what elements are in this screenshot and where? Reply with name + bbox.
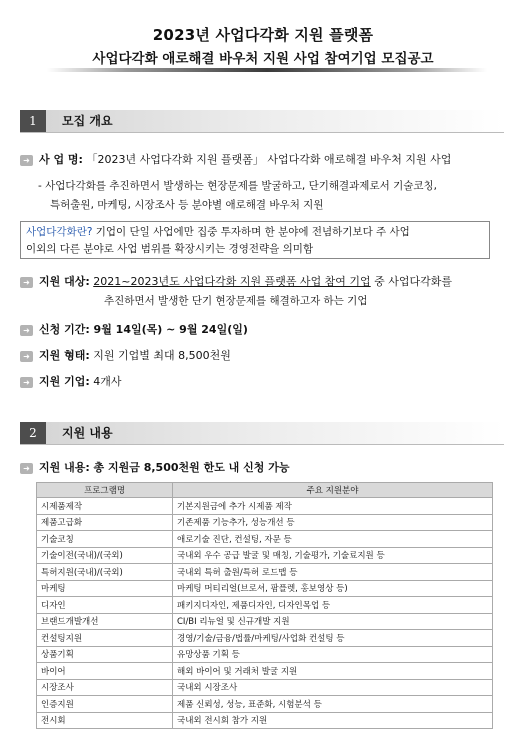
arrow-icon: ➜ xyxy=(20,463,33,474)
table-row xyxy=(37,514,493,531)
section-number: 2 xyxy=(20,422,46,444)
business-name-line: ➜ 사 업 명: 「2023년 사업다각화 지원 플랫폼」 사업다각화 애로해결 바우처 지원 사업 xyxy=(20,151,451,167)
program-name-cell: 디자인 xyxy=(37,597,173,614)
period-line: ➜ 신청 기간: 9월 14일(목) ~ 9월 24일(일) xyxy=(20,321,248,337)
support-summary-line: ➜ 지원 내용: 총 지원금 8,500천원 한도 내 신청 가능 xyxy=(20,459,289,475)
program-name-cell: 바이어 xyxy=(37,663,173,680)
support-area-cell: 경영/기술/금융/법률/마케팅/사업화 컨설팅 등 xyxy=(173,630,493,647)
table-row xyxy=(37,663,493,680)
section-heading-support xyxy=(20,422,504,444)
program-name-cell: 브랜드개발개선 xyxy=(37,613,173,630)
target-line-continuation: 추진하면서 발생한 단기 현장문제를 해결하고자 하는 기업 xyxy=(104,295,368,307)
program-name-cell: 기술이전(국내)/(국외) xyxy=(37,547,173,564)
target-highlight: 2021~2023년도 사업다각화 지원 플랫폼 사업 참여 기업 xyxy=(93,275,371,288)
program-name-cell: 전시회 xyxy=(37,712,173,729)
table-header-row xyxy=(37,483,493,498)
table-row xyxy=(37,712,493,729)
section-label: 지원 내용 xyxy=(62,426,113,440)
program-name-cell: 시제품제작 xyxy=(37,498,173,515)
program-name-cell: 기술코칭 xyxy=(37,531,173,548)
table-row xyxy=(37,646,493,663)
table-row xyxy=(37,580,493,597)
support-area-cell: 국내외 특허 출원/특허 로드맵 등 xyxy=(173,564,493,581)
page-subtitle: 사업다각화 애로해결 바우처 지원 사업 참여기업 모집공고 xyxy=(92,51,434,67)
support-area-cell: 국내외 시장조사 xyxy=(173,679,493,696)
title-divider xyxy=(47,68,487,72)
table-header-cell: 프로그램명 xyxy=(37,483,173,498)
support-area-cell: 마케팅 머티리얼(브로셔, 팜플렛, 홍보영상 등) xyxy=(173,580,493,597)
table-row xyxy=(37,630,493,647)
program-name-cell: 마케팅 xyxy=(37,580,173,597)
count-line: ➜ 지원 기업: 4개사 xyxy=(20,373,121,389)
support-area-cell: 국내외 전시회 참가 지원 xyxy=(173,712,493,729)
arrow-icon: ➜ xyxy=(20,155,33,166)
description-line: - 사업다각화를 추진하면서 발생하는 현장문제를 발굴하고, 단기해결과제로서 기술코칭, xyxy=(38,180,437,192)
support-area-cell: 제품 신뢰성, 성능, 표준화, 시험분석 등 xyxy=(173,696,493,713)
support-area-cell: 패키지디자인, 제품디자인, 디자인목업 등 xyxy=(173,597,493,614)
support-table xyxy=(36,482,493,729)
table-header-cell: 주요 지원분야 xyxy=(173,483,493,498)
table-row xyxy=(37,531,493,548)
table-row xyxy=(37,679,493,696)
arrow-icon: ➜ xyxy=(20,351,33,362)
form-line: ➜ 지원 형태: 지원 기업별 최대 8,500천원 xyxy=(20,347,231,363)
table-row xyxy=(37,613,493,630)
table-row xyxy=(37,547,493,564)
definition-box: 사업다각화란? 기업이 단일 사업에만 집중 투자하며 한 분야에 전념하기보다 주 사업 이외의 다른 분야로 사업 범위를 확장시키는 경영전략을 의미함 xyxy=(20,221,490,259)
arrow-icon: ➜ xyxy=(20,325,33,336)
section-heading-overview xyxy=(20,110,504,132)
support-area-cell: 애로기술 진단, 컨설팅, 자문 등 xyxy=(173,531,493,548)
support-area-cell: 해외 바이어 및 거래처 발굴 지원 xyxy=(173,663,493,680)
support-area-cell: 기본지원금에 추가 시제품 제작 xyxy=(173,498,493,515)
support-area-cell: 국내외 우수 공급 발굴 및 매칭, 기술평가, 기술료지원 등 xyxy=(173,547,493,564)
program-name-cell: 특허지원(국내)/(국외) xyxy=(37,564,173,581)
section-number: 1 xyxy=(20,110,46,132)
program-name-cell: 컨설팅지원 xyxy=(37,630,173,647)
arrow-icon: ➜ xyxy=(20,277,33,288)
support-area-cell: 유망상품 기획 등 xyxy=(173,646,493,663)
program-name-cell: 제품고급화 xyxy=(37,514,173,531)
page-title: 2023년 사업다각화 지원 플랫폼 xyxy=(152,26,374,44)
support-area-cell: 기존제품 기능추가, 성능개선 등 xyxy=(173,514,493,531)
support-area-cell: CI/BI 리뉴얼 및 신규개발 지원 xyxy=(173,613,493,630)
target-line: ➜ 지원 대상: 2021~2023년도 사업다각화 지원 플랫폼 사업 참여 기업 중 사업다각화를 xyxy=(20,273,452,289)
table-row xyxy=(37,498,493,515)
arrow-icon: ➜ xyxy=(20,377,33,388)
table-row xyxy=(37,597,493,614)
definition-term: 사업다각화란? xyxy=(26,226,93,238)
program-name-cell: 상품기획 xyxy=(37,646,173,663)
program-name-cell: 인증지원 xyxy=(37,696,173,713)
table-row xyxy=(37,564,493,581)
table-row xyxy=(37,696,493,713)
description-line: 특허출원, 마케팅, 시장조사 등 분야별 애로해결 바우처 지원 xyxy=(50,199,324,211)
program-name-cell: 시장조사 xyxy=(37,679,173,696)
section-label: 모집 개요 xyxy=(62,114,113,128)
